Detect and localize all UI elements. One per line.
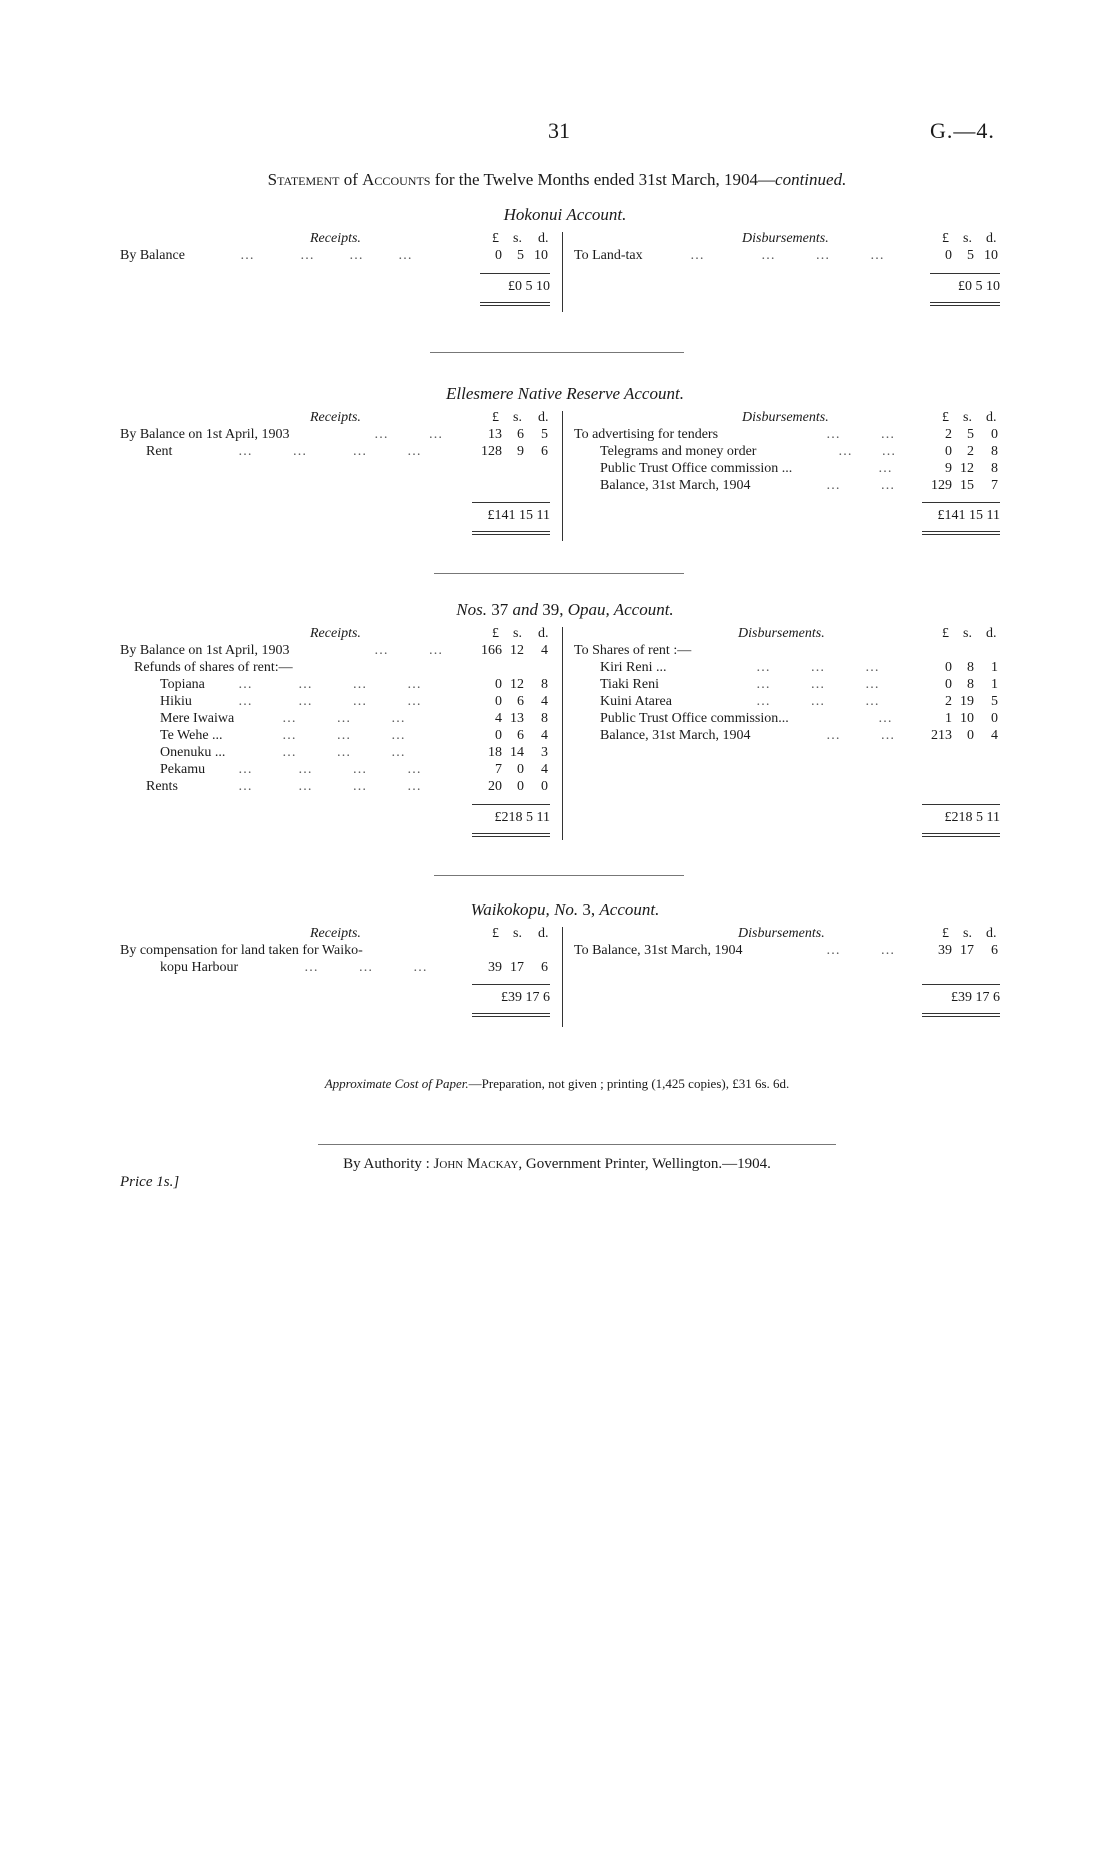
amount-pence: 8 — [541, 711, 548, 726]
disbursement-label: Public Trust Office commission ... — [600, 461, 793, 476]
opau-title-37: 37 — [491, 600, 509, 619]
receipt-label: Mere Iwaiwa — [160, 711, 235, 726]
disbursement-label: Balance, 31st March, 1904 — [600, 478, 751, 493]
page-number: 31 — [548, 118, 570, 143]
section-divider — [434, 875, 684, 876]
leader-dots: … … … — [282, 728, 407, 743]
disbursements-total: £39 17 6 — [951, 990, 1000, 1005]
pound-heading: £ — [942, 626, 949, 641]
amount-shillings: 6 — [517, 694, 524, 709]
disbursement-label: Public Trust Office commission... — [600, 711, 789, 726]
amount-shillings: 0 — [967, 728, 974, 743]
opau-account — [120, 600, 1010, 850]
disbursements-total: £218 5 11 — [944, 810, 1000, 825]
amount-shillings: 8 — [967, 660, 974, 675]
amount-shillings: 10 — [960, 711, 974, 726]
opau-title-and: and — [512, 600, 539, 619]
amount-pounds: 0 — [945, 677, 952, 692]
leader-dots: … … — [374, 643, 445, 658]
hokonui-title — [120, 205, 1010, 225]
column-divider — [562, 627, 563, 840]
receipt-label: Topiana — [160, 677, 205, 692]
section-divider — [434, 573, 684, 574]
amount-pounds: 9 — [945, 461, 952, 476]
opau-title — [120, 600, 1010, 620]
amount-pence: 4 — [991, 728, 998, 743]
leader-dots: … … — [838, 444, 898, 459]
title-suffix: continued. — [775, 170, 847, 189]
receipt-label: By Balance on 1st April, 1903 — [120, 427, 290, 442]
amount-pounds: 18 — [488, 745, 502, 760]
amount-pence: 4 — [541, 643, 548, 658]
leader-dots: … … … — [756, 677, 881, 692]
amount-shillings: 0 — [517, 762, 524, 777]
rule — [922, 804, 1000, 805]
disbursement-label: Kiri Reni ... — [600, 660, 667, 675]
pence-heading: d. — [986, 926, 997, 941]
amount-pence: 1 — [991, 660, 998, 675]
pence-heading: d. — [986, 410, 997, 425]
waikokopu-title — [120, 900, 1010, 920]
disbursement-row — [120, 248, 1010, 266]
title-accounts: Accounts — [362, 170, 431, 189]
double-rule — [930, 305, 1000, 306]
amount-shillings: 2 — [967, 444, 974, 459]
double-rule — [922, 1016, 1000, 1017]
amount-pence: 3 — [541, 745, 548, 760]
double-rule — [480, 305, 550, 306]
double-rule — [472, 1013, 550, 1014]
receipts-heading: Receipts. — [310, 926, 361, 941]
pence-heading: d. — [986, 231, 997, 246]
leader-dots: … … — [826, 728, 897, 743]
leader-dots: … … … … — [690, 248, 886, 263]
rule — [922, 984, 1000, 985]
disbursement-row — [120, 677, 1010, 695]
disbursement-label: Kuini Atarea — [600, 694, 672, 709]
receipts-heading: Receipts. — [310, 231, 361, 246]
hokonui-title-italic: Hokonui — [503, 205, 563, 224]
receipts-total: £39 17 6 — [501, 990, 550, 1005]
disbursement-label: Telegrams and money order — [600, 444, 757, 459]
amount-pounds: 213 — [931, 728, 952, 743]
amount-pence: 4 — [541, 762, 548, 777]
waikokopu-title-3: 3, — [582, 900, 596, 919]
amount-pounds: 7 — [495, 762, 502, 777]
amount-shillings: 5 — [517, 248, 524, 263]
double-rule — [922, 531, 1000, 532]
amount-pounds: 0 — [945, 660, 952, 675]
double-rule — [922, 833, 1000, 834]
leader-dots: … … … … — [238, 444, 423, 459]
double-rule — [472, 836, 550, 837]
leader-dots: … … — [826, 478, 897, 493]
hokonui-account — [120, 205, 1010, 315]
amount-pounds: 0 — [495, 694, 502, 709]
amount-pence: 4 — [541, 694, 548, 709]
amount-pounds: 128 — [481, 444, 502, 459]
amount-pence: 0 — [991, 427, 998, 442]
pence-heading: d. — [538, 626, 549, 641]
ellesmere-account — [120, 384, 1010, 544]
pence-heading: d. — [538, 231, 549, 246]
amount-pence: 6 — [541, 960, 548, 975]
amount-shillings: 17 — [510, 960, 524, 975]
amount-shillings: 5 — [967, 248, 974, 263]
document-reference: G.—4. — [930, 118, 995, 143]
cost-text: —Preparation, not given ; printing (1,425 copies), £31 6s. 6d. — [468, 1076, 790, 1091]
amount-shillings: 15 — [960, 478, 974, 493]
disbursement-label: To Balance, 31st March, 1904 — [574, 943, 743, 958]
receipt-label: Te Wehe ... — [160, 728, 223, 743]
amount-pence: 4 — [541, 728, 548, 743]
cost-of-paper-note — [0, 1076, 1114, 1092]
amount-shillings: 13 — [510, 711, 524, 726]
authority-prefix: By Authority : — [343, 1156, 430, 1172]
leader-dots: … … … — [756, 660, 881, 675]
receipt-label: Onenuku ... — [160, 745, 226, 760]
double-rule — [472, 534, 550, 535]
disbursement-label: To advertising for tenders — [574, 427, 719, 442]
amount-shillings: 0 — [517, 779, 524, 794]
section-divider — [430, 352, 684, 353]
amount-shillings: 12 — [510, 677, 524, 692]
double-rule — [472, 833, 550, 834]
amount-pounds: 39 — [938, 943, 952, 958]
column-divider — [562, 232, 563, 312]
waikokopu-account — [120, 900, 1010, 1040]
receipts-total: £0 5 10 — [508, 279, 550, 294]
leader-dots: … … … … — [238, 694, 423, 709]
disbursement-row — [120, 478, 1010, 496]
disbursements-heading: Disbursements. — [738, 626, 825, 641]
rule — [480, 273, 550, 274]
ellesmere-title-italic: Ellesmere Native Reserve Account. — [446, 384, 684, 403]
rule — [922, 502, 1000, 503]
amount-pence: 6 — [541, 444, 548, 459]
pound-heading: £ — [492, 410, 499, 425]
double-rule — [480, 302, 550, 303]
receipts-heading: Receipts. — [310, 626, 361, 641]
disbursement-row — [120, 444, 1010, 462]
double-rule — [472, 1016, 550, 1017]
amount-pence: 8 — [541, 677, 548, 692]
amount-shillings: 14 — [510, 745, 524, 760]
pence-heading: d. — [538, 410, 549, 425]
amount-pounds: 0 — [945, 248, 952, 263]
receipts-total: £218 5 11 — [494, 810, 550, 825]
amount-pounds: 0 — [495, 677, 502, 692]
disbursement-row — [120, 943, 1010, 961]
disbursements-heading: Disbursements. — [742, 231, 829, 246]
amount-pounds: 4 — [495, 711, 502, 726]
ellesmere-title — [120, 384, 1010, 404]
disbursement-label: Tiaki Reni — [600, 677, 659, 692]
pound-heading: £ — [492, 231, 499, 246]
title-of: of — [343, 170, 358, 189]
amount-shillings: 17 — [960, 943, 974, 958]
amount-pounds: 2 — [945, 694, 952, 709]
disbursement-label: Balance, 31st March, 1904 — [600, 728, 751, 743]
printer-name: John Mackay, — [433, 1156, 523, 1172]
price: Price 1s.] — [120, 1174, 180, 1190]
amount-pounds: 0 — [495, 248, 502, 263]
leader-dots: … — [878, 711, 894, 726]
disbursement-row — [120, 427, 1010, 445]
double-rule — [922, 1013, 1000, 1014]
amount-pence: 10 — [534, 248, 548, 263]
opau-title-opau: Opau, Account. — [567, 600, 674, 619]
disbursement-row — [120, 694, 1010, 712]
pound-heading: £ — [942, 410, 949, 425]
opau-title-39: 39, — [542, 600, 564, 619]
disbursements-heading: Disbursements. — [738, 926, 825, 941]
leader-dots: … … … — [304, 960, 429, 975]
amount-shillings: 9 — [517, 444, 524, 459]
waikokopu-title-italic: Waikokopu, — [470, 900, 550, 919]
leader-dots: … … … … — [240, 248, 414, 263]
leader-dots: … … — [826, 943, 897, 958]
amount-pence: 1 — [991, 677, 998, 692]
leader-dots: … … … … — [238, 762, 423, 777]
receipt-label: Refunds of shares of rent:— — [134, 660, 293, 675]
amount-shillings: 5 — [967, 427, 974, 442]
receipts-total: £141 15 11 — [487, 508, 550, 523]
receipt-label: Rents — [146, 779, 178, 794]
leader-dots: … … … — [756, 694, 881, 709]
leader-dots: … … — [826, 427, 897, 442]
authority-suffix: Government Printer, Wellington.—1904. — [525, 1156, 771, 1172]
amount-pence: 0 — [541, 779, 548, 794]
waikokopu-title-no: No. — [554, 900, 579, 919]
amount-shillings: 8 — [967, 677, 974, 692]
disbursement-label: To Shares of rent :— — [574, 643, 692, 658]
receipt-label: By Balance on 1st April, 1903 — [120, 643, 290, 658]
leader-dots: … … — [374, 427, 445, 442]
pound-heading: £ — [492, 626, 499, 641]
amount-pence: 8 — [991, 461, 998, 476]
receipt-label: kopu Harbour — [160, 960, 239, 975]
amount-shillings: 6 — [517, 728, 524, 743]
disbursements-total: £0 5 10 — [958, 279, 1000, 294]
amount-pounds: 1 — [945, 711, 952, 726]
amount-pence: 8 — [991, 444, 998, 459]
pence-heading: d. — [538, 926, 549, 941]
footer-divider — [318, 1144, 836, 1145]
page-title — [0, 170, 1114, 190]
receipt-row — [120, 960, 1010, 978]
hokonui-title-rest: Account. — [566, 205, 627, 224]
double-rule — [472, 531, 550, 532]
pence-heading: d. — [986, 626, 997, 641]
amount-pounds: 13 — [488, 427, 502, 442]
column-divider — [562, 411, 563, 541]
shilling-heading: s. — [513, 231, 522, 246]
amount-pence: 7 — [991, 478, 998, 493]
amount-shillings: 19 — [960, 694, 974, 709]
pound-heading: £ — [492, 926, 499, 941]
rule — [472, 984, 550, 985]
rule — [472, 804, 550, 805]
rule — [472, 502, 550, 503]
disbursement-label: To Land-tax — [574, 248, 643, 263]
amount-pounds: 2 — [945, 427, 952, 442]
amount-shillings: 12 — [960, 461, 974, 476]
title-prefix: Statement — [267, 170, 340, 189]
authority-line — [0, 1156, 1114, 1173]
cost-label: Approximate Cost of Paper. — [324, 1076, 469, 1091]
receipt-row — [120, 779, 1010, 797]
shilling-heading: s. — [513, 926, 522, 941]
amount-pounds: 39 — [488, 960, 502, 975]
amount-shillings: 12 — [510, 643, 524, 658]
double-rule — [930, 302, 1000, 303]
shilling-heading: s. — [963, 926, 972, 941]
receipt-row — [120, 745, 1010, 763]
rule — [930, 273, 1000, 274]
disbursement-row — [120, 660, 1010, 678]
receipt-label: Pekamu — [160, 762, 206, 777]
disbursement-row — [120, 643, 1010, 661]
waikokopu-title-account: Account. — [599, 900, 660, 919]
leader-dots: … — [878, 461, 894, 476]
amount-pounds: 0 — [945, 444, 952, 459]
pound-heading: £ — [942, 926, 949, 941]
amount-pounds: 129 — [931, 478, 952, 493]
shilling-heading: s. — [963, 626, 972, 641]
amount-shillings: 6 — [517, 427, 524, 442]
disbursement-row — [120, 711, 1010, 729]
amount-pence: 10 — [984, 248, 998, 263]
double-rule — [922, 836, 1000, 837]
amount-pounds: 20 — [488, 779, 502, 794]
opau-title-nos: Nos. — [456, 600, 488, 619]
pound-heading: £ — [942, 231, 949, 246]
shilling-heading: s. — [513, 626, 522, 641]
leader-dots: … … … … — [238, 677, 423, 692]
receipt-label: By Balance — [120, 248, 185, 263]
disbursement-row — [120, 728, 1010, 746]
amount-pence: 0 — [991, 711, 998, 726]
receipt-label: Hikiu — [160, 694, 192, 709]
leader-dots: … … … — [282, 745, 407, 760]
amount-pounds: 166 — [481, 643, 502, 658]
receipt-label: Rent — [146, 444, 173, 459]
amount-pounds: 0 — [495, 728, 502, 743]
amount-pence: 6 — [991, 943, 998, 958]
leader-dots: … … … — [282, 711, 407, 726]
disbursements-heading: Disbursements. — [742, 410, 829, 425]
disbursement-row — [120, 461, 1010, 479]
leader-dots: … … … … — [238, 779, 423, 794]
column-divider — [562, 927, 563, 1027]
amount-pence: 5 — [991, 694, 998, 709]
shilling-heading: s. — [963, 410, 972, 425]
shilling-heading: s. — [513, 410, 522, 425]
receipt-row — [120, 762, 1010, 780]
double-rule — [922, 534, 1000, 535]
receipt-label: By compensation for land taken for Waiko- — [120, 943, 363, 958]
receipts-heading: Receipts. — [310, 410, 361, 425]
shilling-heading: s. — [963, 231, 972, 246]
disbursements-total: £141 15 11 — [937, 508, 1000, 523]
title-rest: for the Twelve Months ended 31st March, 1904— — [434, 170, 776, 189]
amount-pence: 5 — [541, 427, 548, 442]
